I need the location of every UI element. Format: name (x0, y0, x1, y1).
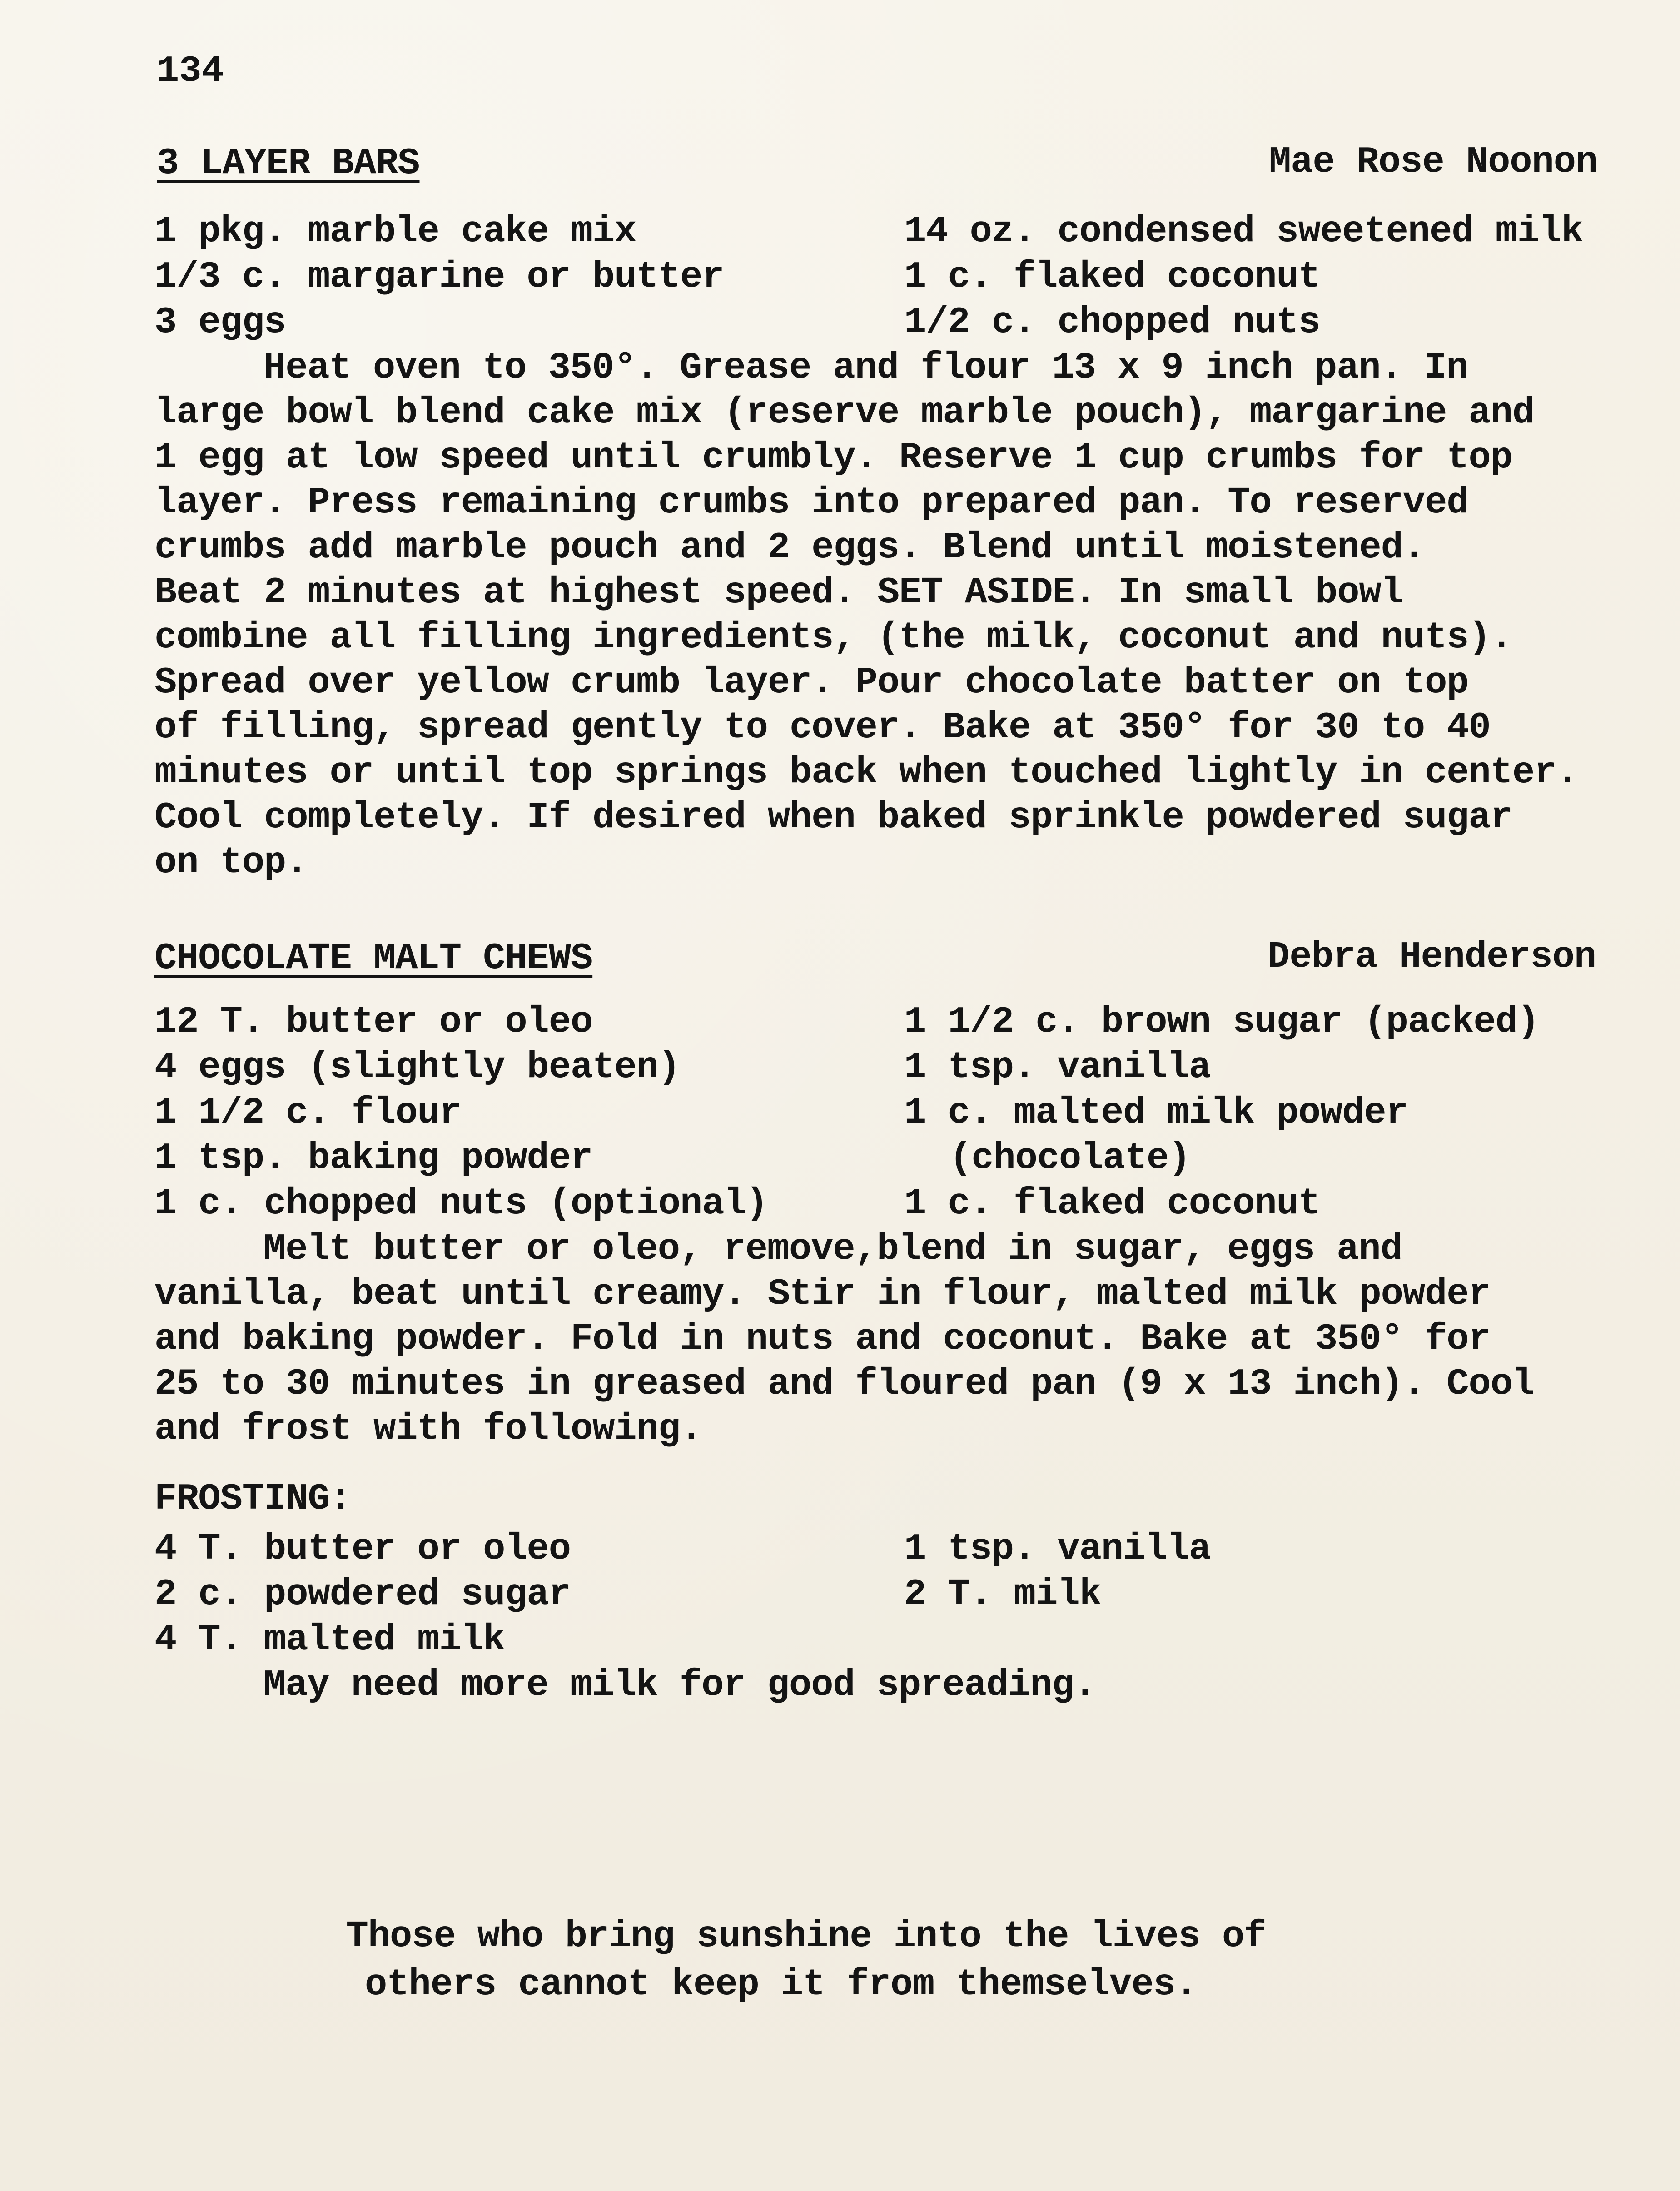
direction-line: 1 egg at low speed until crumbly. Reserve 1 cup crumbs for top (154, 437, 1512, 479)
closing-quote (0, 1913, 1680, 2009)
direction-line: layer. Press remaining crumbs into prepared pan. To reserved (154, 482, 1469, 524)
direction-line: of filling, spread gently to cover. Bake at 350° for 30 to 40 (154, 706, 1491, 749)
quote-line: others cannot keep it from themselves. (365, 1963, 1197, 2006)
direction-line: crumbs add marble pouch and 2 eggs. Blend until moistened. (154, 527, 1425, 569)
recipe-directions (154, 345, 1635, 885)
frosting-ingredient-right: 1 tsp. vanilla (904, 1528, 1211, 1570)
frosting-ingredient-right: 2 T. milk (904, 1573, 1101, 1615)
ingredient-right: 1/2 c. chopped nuts (904, 301, 1320, 343)
ingredient-right: 1 c. flaked coconut (904, 1182, 1320, 1225)
recipe-author: Mae Rose Noonon (1269, 141, 1598, 183)
direction-line: Melt butter or oleo, remove,blend in sugar, eggs and (263, 1228, 1402, 1270)
frosting-ingredient-left: 4 T. butter or oleo (154, 1528, 571, 1570)
ingredient-left: 1 pkg. marble cake mix (154, 210, 636, 253)
frosting-ingredient-left: 2 c. powdered sugar (154, 1573, 571, 1615)
ingredient-right: 1 1/2 c. brown sugar (packed) (904, 1001, 1540, 1043)
recipe-author: Debra Henderson (1267, 936, 1596, 978)
direction-line: Heat oven to 350°. Grease and flour 13 x 9 inch pan. In (263, 347, 1468, 389)
ingredient-left: 4 eggs (slightly beaten) (154, 1046, 680, 1088)
recipe-title: CHOCOLATE MALT CHEWS (154, 937, 593, 979)
frosting-note: May need more milk for good spreading. (263, 1664, 1096, 1706)
direction-line: combine all filling ingredients, (the milk, coconut and nuts). (154, 616, 1512, 659)
ingredient-left: 12 T. butter or oleo (154, 1001, 593, 1043)
frosting-label: FROSTING: (154, 1478, 352, 1520)
ingredient-right: 1 tsp. vanilla (904, 1046, 1211, 1088)
direction-line: Cool completely. If desired when baked sprinkle powdered sugar (154, 796, 1512, 839)
ingredient-right: 1 c. flaked coconut (904, 256, 1320, 298)
direction-line: minutes or until top springs back when touched lightly in center. (154, 751, 1578, 794)
direction-line: 25 to 30 minutes in greased and floured pan (9 x 13 inch). Cool (154, 1363, 1535, 1405)
page-number: 134 (157, 50, 224, 92)
bleed-through-texture (109, 18, 1680, 63)
ingredient-left: 1/3 c. margarine or butter (154, 256, 724, 298)
recipe-title: 3 LAYER BARS (157, 142, 420, 184)
direction-line: and frost with following. (154, 1408, 702, 1450)
direction-line: and baking powder. Fold in nuts and coconut. Bake at 350° for (154, 1318, 1491, 1360)
ingredient-left: 1 tsp. baking powder (154, 1137, 593, 1179)
direction-line: Spread over yellow crumb layer. Pour chocolate batter on top (154, 661, 1469, 704)
ingredient-left: 1 1/2 c. flour (154, 1092, 461, 1134)
ingredient-left: 3 eggs (154, 301, 286, 343)
direction-line: Beat 2 minutes at highest speed. SET ASIDE. In small bowl (154, 571, 1403, 614)
direction-line: large bowl blend cake mix (reserve marble pouch), margarine and (154, 392, 1535, 434)
recipe-directions (154, 1227, 1635, 1451)
ingredient-right-note: (chocolate) (949, 1137, 1191, 1179)
direction-line: on top. (154, 841, 308, 884)
quote-line: Those who bring sunshine into the lives of (346, 1915, 1266, 1957)
frosting-ingredient-left: 4 T. malted milk (154, 1619, 505, 1661)
ingredient-left: 1 c. chopped nuts (optional) (154, 1182, 768, 1225)
ingredient-right: 14 oz. condensed sweetened milk (904, 210, 1583, 253)
ingredient-right: 1 c. malted milk powder (904, 1092, 1408, 1134)
direction-line: vanilla, beat until creamy. Stir in flour, malted milk powder (154, 1273, 1491, 1315)
